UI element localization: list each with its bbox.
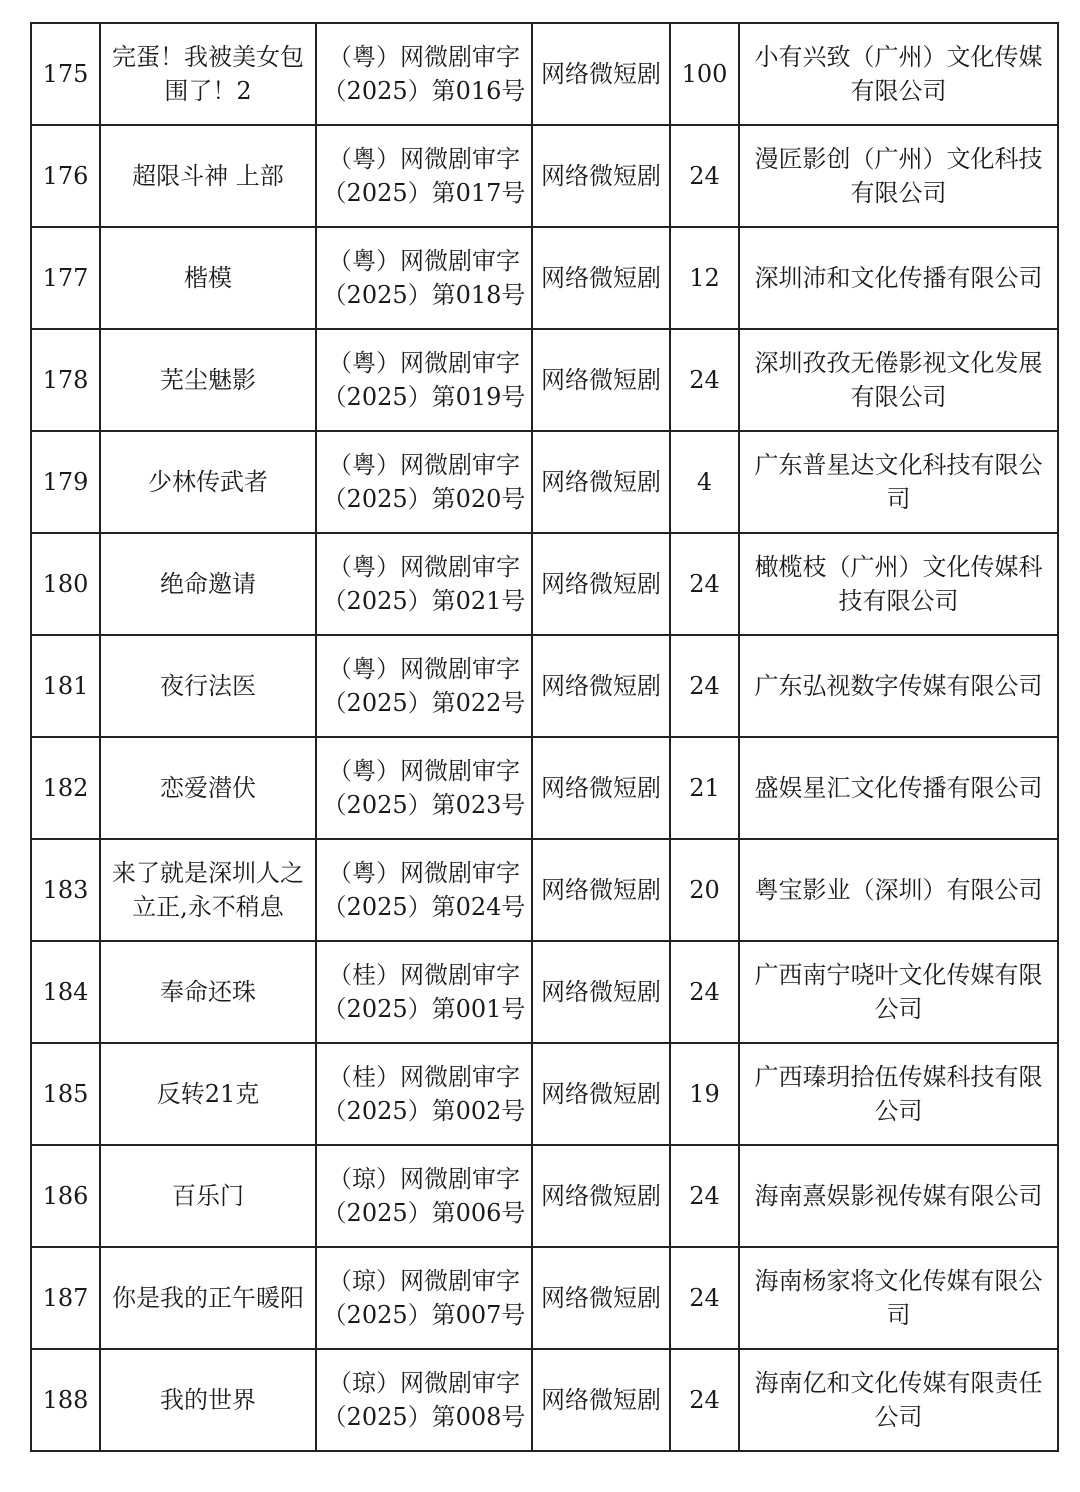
table-row [31,941,1058,1043]
title-cell: 反转21克 [100,1043,316,1145]
permit-number-cell [316,737,532,839]
permit-line-2: （2025）第008号 [322,1403,526,1431]
drama-type-cell: 网络微短剧 [532,1145,670,1247]
permit-line-1: （桂）网微剧审字 [328,1063,520,1091]
table-row [31,1349,1058,1451]
permit-number-cell [316,635,532,737]
episode-count-cell: 12 [670,227,739,329]
drama-type-cell: 网络微短剧 [532,737,670,839]
company-name: 海南杨家将文化传媒有限公司 [754,1267,1043,1329]
permit-number-cell [316,227,532,329]
producer-company-cell [739,125,1058,227]
drama-type-cell: 网络微短剧 [532,635,670,737]
serial-number-cell: 188 [31,1349,100,1451]
permit-line-1: （粤）网微剧审字 [328,145,520,173]
company-name: 漫匠影创（广州）文化科技有限公司 [754,145,1043,207]
episode-count-cell: 24 [670,1247,739,1349]
company-name: 广东普星达文化科技有限公司 [754,451,1043,513]
permit-number-cell [316,23,532,125]
company-name: 海南亿和文化传媒有限责任公司 [754,1369,1043,1431]
serial-number-cell: 178 [31,329,100,431]
episode-count-cell: 19 [670,1043,739,1145]
table-row [31,737,1058,839]
permit-line-2: （2025）第019号 [322,383,526,411]
serial-number-cell: 184 [31,941,100,1043]
episode-count-cell: 24 [670,533,739,635]
title-cell: 芜尘魅影 [100,329,316,431]
permit-line-1: （粤）网微剧审字 [328,349,520,377]
title-cell: 你是我的正午暖阳 [100,1247,316,1349]
serial-number-cell: 176 [31,125,100,227]
producer-company-cell [739,431,1058,533]
permit-number-cell [316,329,532,431]
drama-type-cell: 网络微短剧 [532,533,670,635]
permit-number-cell [316,431,532,533]
episode-count-cell: 24 [670,1349,739,1451]
permit-line-1: （粤）网微剧审字 [328,859,520,887]
permit-line-1: （粤）网微剧审字 [328,655,520,683]
serial-number-cell: 183 [31,839,100,941]
drama-type-cell: 网络微短剧 [532,1247,670,1349]
serial-number-cell: 175 [31,23,100,125]
registry-sheet [30,22,1057,1485]
producer-company-cell [739,839,1058,941]
company-name: 广西瑧玥拾伍传媒科技有限公司 [754,1063,1043,1125]
title-cell: 夜行法医 [100,635,316,737]
producer-company-cell [739,1349,1058,1451]
table-row [31,1145,1058,1247]
permit-number-cell [316,533,532,635]
serial-number-cell: 179 [31,431,100,533]
producer-company-cell [739,1043,1058,1145]
title-cell: 百乐门 [100,1145,316,1247]
company-name: 盛娱星汇文化传播有限公司 [754,774,1043,802]
table-row [31,1247,1058,1349]
title-cell: 奉命还珠 [100,941,316,1043]
producer-company-cell [739,1145,1058,1247]
permit-number-cell [316,125,532,227]
drama-type-cell: 网络微短剧 [532,1349,670,1451]
permit-number-cell [316,839,532,941]
table-body [31,23,1058,1451]
table-row [31,329,1058,431]
permit-line-2: （2025）第017号 [322,179,526,207]
drama-type-cell: 网络微短剧 [532,431,670,533]
permit-number-cell [316,1247,532,1349]
producer-company-cell [739,533,1058,635]
permit-number-cell [316,1349,532,1451]
title-cell: 我的世界 [100,1349,316,1451]
serial-number-cell: 185 [31,1043,100,1145]
company-name: 小有兴致（广州）文化传媒有限公司 [754,43,1043,105]
company-name: 深圳沛和文化传播有限公司 [754,264,1043,292]
episode-count-cell: 24 [670,941,739,1043]
episode-count-cell: 24 [670,125,739,227]
serial-number-cell: 181 [31,635,100,737]
permit-number-cell [316,941,532,1043]
permit-line-1: （琼）网微剧审字 [328,1165,520,1193]
permit-line-2: （2025）第007号 [322,1301,526,1329]
permit-line-1: （粤）网微剧审字 [328,43,520,71]
serial-number-cell: 187 [31,1247,100,1349]
permit-line-1: （粤）网微剧审字 [328,247,520,275]
producer-company-cell [739,23,1058,125]
producer-company-cell [739,227,1058,329]
permit-line-2: （2025）第023号 [322,791,526,819]
company-name: 广西南宁哓叶文化传媒有限公司 [754,961,1043,1023]
drama-type-cell: 网络微短剧 [532,23,670,125]
episode-count-cell: 24 [670,635,739,737]
serial-number-cell: 180 [31,533,100,635]
table-row [31,23,1058,125]
table-row [31,839,1058,941]
drama-type-cell: 网络微短剧 [532,329,670,431]
company-name: 橄榄枝（广州）文化传媒科技有限公司 [754,553,1043,615]
serial-number-cell: 177 [31,227,100,329]
producer-company-cell [739,941,1058,1043]
permit-number-cell [316,1145,532,1247]
title-cell: 来了就是深圳人之立正,永不稍息 [100,839,316,941]
table-row [31,1043,1058,1145]
approval-table [30,22,1059,1452]
permit-line-1: （粤）网微剧审字 [328,553,520,581]
table-row [31,125,1058,227]
drama-type-cell: 网络微短剧 [532,125,670,227]
episode-count-cell: 100 [670,23,739,125]
table-row [31,533,1058,635]
permit-line-2: （2025）第018号 [322,281,526,309]
permit-number-cell [316,1043,532,1145]
permit-line-1: （桂）网微剧审字 [328,961,520,989]
company-name: 广东弘视数字传媒有限公司 [754,672,1043,700]
producer-company-cell [739,1247,1058,1349]
title-cell: 少林传武者 [100,431,316,533]
title-cell: 完蛋！我被美女包围了！2 [100,23,316,125]
drama-type-cell: 网络微短剧 [532,227,670,329]
permit-line-2: （2025）第002号 [322,1097,526,1125]
episode-count-cell: 4 [670,431,739,533]
company-name: 粤宝影业（深圳）有限公司 [754,876,1043,904]
permit-line-1: （琼）网微剧审字 [328,1369,520,1397]
permit-line-2: （2025）第001号 [322,995,526,1023]
permit-line-2: （2025）第016号 [322,77,526,105]
serial-number-cell: 186 [31,1145,100,1247]
episode-count-cell: 24 [670,329,739,431]
producer-company-cell [739,329,1058,431]
title-cell: 楷模 [100,227,316,329]
permit-line-2: （2025）第020号 [322,485,526,513]
permit-line-2: （2025）第006号 [322,1199,526,1227]
permit-line-2: （2025）第024号 [322,893,526,921]
title-cell: 超限斗神 上部 [100,125,316,227]
producer-company-cell [739,737,1058,839]
producer-company-cell [739,635,1058,737]
table-row [31,227,1058,329]
title-cell: 绝命邀请 [100,533,316,635]
permit-line-1: （琼）网微剧审字 [328,1267,520,1295]
episode-count-cell: 20 [670,839,739,941]
serial-number-cell: 182 [31,737,100,839]
permit-line-2: （2025）第022号 [322,689,526,717]
episode-count-cell: 21 [670,737,739,839]
permit-line-1: （粤）网微剧审字 [328,757,520,785]
drama-type-cell: 网络微短剧 [532,941,670,1043]
table-row [31,635,1058,737]
drama-type-cell: 网络微短剧 [532,1043,670,1145]
permit-line-1: （粤）网微剧审字 [328,451,520,479]
episode-count-cell: 24 [670,1145,739,1247]
company-name: 深圳孜孜无倦影视文化发展有限公司 [754,349,1043,411]
table-row [31,431,1058,533]
company-name: 海南熹娱影视传媒有限公司 [754,1182,1043,1210]
permit-line-2: （2025）第021号 [322,587,526,615]
title-cell: 恋爱潜伏 [100,737,316,839]
drama-type-cell: 网络微短剧 [532,839,670,941]
